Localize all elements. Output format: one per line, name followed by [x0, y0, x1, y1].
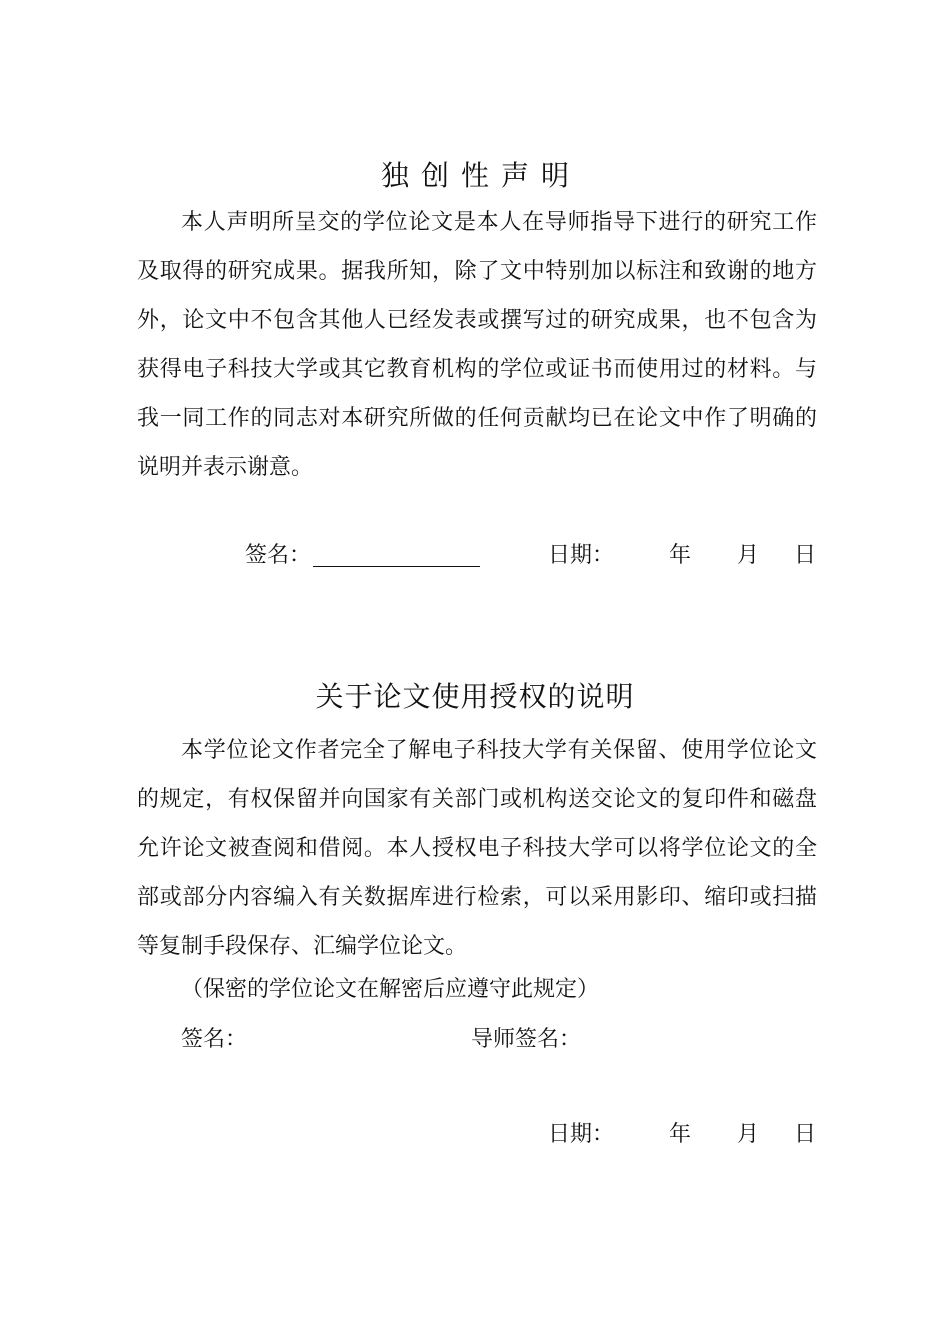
authorization-note: （保密的学位论文在解密后应遵守此规定） [181, 977, 600, 1002]
declaration-signature-line [313, 566, 480, 567]
authorization-day-label: 日 [794, 1122, 817, 1147]
declaration-day-label: 日 [794, 543, 817, 568]
declaration-date-label: 日期： [548, 543, 615, 568]
authorization-title: 关于论文使用授权的说明 [315, 680, 635, 713]
authorization-body: 本学位论文作者完全了解电子科技大学有关保留、使用学位论文的规定，有权保留并向国家有关部门或机构送交论文的复印件和磁盘允许论文被查阅和借阅。本人授权电子科技大学可以将学位论文的全部或部分内容编入有关数据库进行检索，可以采用影印、缩印或扫描等复制手段保存、汇编学位论文。 [137, 738, 817, 959]
authorization-year-label: 年 [669, 1122, 692, 1147]
declaration-year-label: 年 [669, 543, 692, 568]
authorization-month-label: 月 [737, 1122, 760, 1147]
advisor-signature-label: 导师签名： [471, 1027, 582, 1052]
declaration-month-label: 月 [737, 543, 760, 568]
declaration-title: 独创性声明 [380, 159, 581, 192]
authorization-signature-label: 签名： [181, 1027, 248, 1052]
authorization-date-label: 日期： [548, 1122, 615, 1147]
declaration-signature-label: 签名： [245, 543, 312, 568]
declaration-body: 本人声明所呈交的学位论文是本人在导师指导下进行的研究工作及取得的研究成果。据我所知，除了文中特别加以标注和致谢的地方外，论文中不包含其他人已经发表或撰写过的研究成果，也不包含为获得电子科技大学或其它教育机构的学位或证书而使用过的材料。与我一同工作的同志对本研究所做的任何贡献均已在论文中作了明确的说明并表示谢意。 [137, 210, 817, 480]
